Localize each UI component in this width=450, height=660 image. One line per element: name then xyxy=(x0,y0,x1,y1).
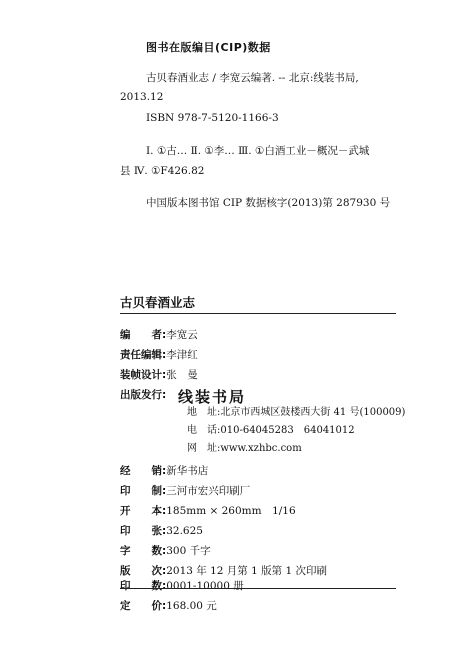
publisher-row xyxy=(120,383,166,402)
price-label: 定 价: xyxy=(120,600,167,612)
words-value: 300 千字 xyxy=(166,545,211,557)
cip-line-classification-cont: 县 Ⅳ. ①F426.82 xyxy=(120,165,205,177)
format-label: 开 本: xyxy=(120,505,167,517)
copies-value: 0001-10000 册 xyxy=(166,580,244,592)
design-row xyxy=(120,363,198,382)
price-row xyxy=(120,594,217,613)
copies-label: 印 数: xyxy=(120,580,167,592)
publisher-website: 网 址:www.xzhbc.com xyxy=(187,443,302,454)
editor-value: 李津红 xyxy=(166,349,198,361)
cip-heading: 图书在版编目(CIP)数据 xyxy=(146,41,271,54)
author-label: 编 者: xyxy=(120,329,167,341)
printer-value: 三河市宏兴印刷厂 xyxy=(166,485,251,497)
book-title: 古贝春酒业志 xyxy=(120,295,196,310)
publisher-address: 地 址:北京市西城区鼓楼西大街 41 号(100009) xyxy=(187,407,406,418)
distributor-value: 新华书店 xyxy=(166,465,209,477)
design-value: 张 曼 xyxy=(166,369,198,381)
cip-line-date: 2013.12 xyxy=(120,91,164,103)
edition-value: 2013 年 12 月第 1 版第 1 次印刷 xyxy=(166,565,328,577)
edition-label: 版 次: xyxy=(120,565,167,577)
design-label: 装帧设计: xyxy=(120,369,167,381)
editor-row xyxy=(120,343,198,362)
price-value: 168.00 元 xyxy=(166,600,217,612)
title-divider xyxy=(120,313,396,314)
distributor-label: 经 销: xyxy=(120,465,167,477)
format-value: 185mm × 260mm 1/16 xyxy=(166,505,296,517)
cip-line-title-author: 古贝春酒业志 / 李宽云编著. -- 北京:线装书局, xyxy=(146,72,359,84)
publisher-label: 出版发行: xyxy=(120,389,167,401)
words-label: 字 数: xyxy=(120,545,167,557)
cip-line-isbn: ISBN 978-7-5120-1166-3 xyxy=(146,112,279,124)
printer-row xyxy=(120,479,250,498)
sheets-label: 印 张: xyxy=(120,525,167,537)
cip-line-classification: Ⅰ. ①古… Ⅱ. ①李… Ⅲ. ①白酒工业－概况－武城 xyxy=(146,145,370,157)
format-row xyxy=(120,499,296,518)
cip-line-verification: 中国版本图书馆 CIP 数据核字(2013)第 287930 号 xyxy=(146,197,391,209)
author-value: 李宽云 xyxy=(166,329,198,341)
price-divider xyxy=(120,588,396,589)
publisher-logo: 线装书局 xyxy=(178,388,247,406)
printer-label: 印 制: xyxy=(120,485,167,497)
sheets-row xyxy=(120,519,203,538)
editor-label: 责任编辑: xyxy=(120,349,167,361)
copies-row xyxy=(120,574,244,593)
words-row xyxy=(120,539,211,558)
publisher-phone: 电 话:010-64045283 64041012 xyxy=(187,425,355,436)
distributor-row xyxy=(120,459,208,478)
author-row xyxy=(120,323,198,342)
sheets-value: 32.625 xyxy=(166,525,203,537)
